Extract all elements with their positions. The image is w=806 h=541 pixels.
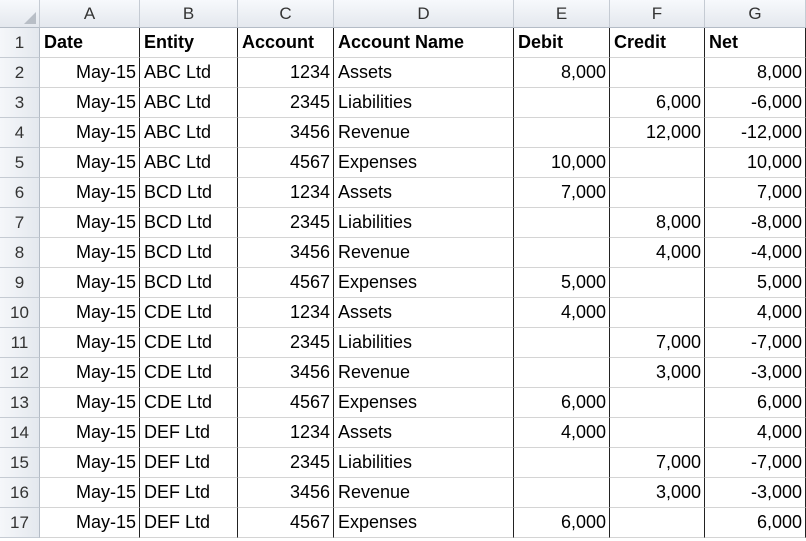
column-header-b[interactable]: B [140,0,238,28]
select-all-corner[interactable] [0,0,40,28]
cell-account-name[interactable]: Expenses [334,388,514,418]
cell-date[interactable]: May-15 [40,328,140,358]
row-header[interactable]: 2 [0,58,40,88]
table-row [0,478,806,508]
cell-entity[interactable]: DEF Ltd [140,478,238,508]
cell-entity[interactable]: ABC Ltd [140,148,238,178]
table-row [0,238,806,268]
cell-date[interactable]: May-15 [40,238,140,268]
cell-account-name[interactable]: Assets [334,178,514,208]
cell-date[interactable]: May-15 [40,268,140,298]
cell-entity[interactable]: ABC Ltd [140,88,238,118]
cell-account[interactable]: 4567 [238,508,334,538]
cell-net[interactable]: -3,000 [705,478,806,508]
row-header[interactable]: 13 [0,388,40,418]
cell-net[interactable]: -7,000 [705,448,806,478]
cell-credit[interactable] [610,388,705,418]
header-cell-account[interactable]: Account [238,28,334,58]
table-row [0,28,806,58]
cell-credit[interactable]: 6,000 [610,88,705,118]
cell-credit[interactable] [610,298,705,328]
row-header[interactable]: 8 [0,238,40,268]
cell-entity[interactable]: CDE Ltd [140,358,238,388]
cell-date[interactable]: May-15 [40,448,140,478]
row-header[interactable]: 17 [0,508,40,538]
row-header[interactable]: 16 [0,478,40,508]
cell-debit[interactable]: 8,000 [514,58,610,88]
cell-net[interactable]: -8,000 [705,208,806,238]
cell-credit[interactable] [610,148,705,178]
column-header-d[interactable]: D [334,0,514,28]
table-row [0,448,806,478]
cell-account-name[interactable]: Expenses [334,148,514,178]
cell-net[interactable]: -3,000 [705,358,806,388]
cell-date[interactable]: May-15 [40,478,140,508]
row-header[interactable]: 12 [0,358,40,388]
cell-account[interactable]: 1234 [238,418,334,448]
column-header-e[interactable]: E [514,0,610,28]
cell-date[interactable]: May-15 [40,88,140,118]
cell-net[interactable]: 10,000 [705,148,806,178]
row-header[interactable]: 4 [0,118,40,148]
cell-debit[interactable] [514,448,610,478]
select-all-triangle-icon [24,12,36,24]
row-header[interactable]: 15 [0,448,40,478]
cell-debit[interactable] [514,238,610,268]
cell-date[interactable]: May-15 [40,118,140,148]
cell-credit[interactable]: 7,000 [610,448,705,478]
cell-account[interactable]: 4567 [238,268,334,298]
cell-credit[interactable] [610,418,705,448]
row-header[interactable]: 5 [0,148,40,178]
cell-entity[interactable]: ABC Ltd [140,58,238,88]
cell-net[interactable]: -6,000 [705,88,806,118]
cell-net[interactable]: 7,000 [705,178,806,208]
cell-account[interactable]: 4567 [238,388,334,418]
cell-account[interactable]: 2345 [238,208,334,238]
header-cell-credit[interactable]: Credit [610,28,705,58]
cell-date[interactable]: May-15 [40,418,140,448]
cell-credit[interactable]: 4,000 [610,238,705,268]
cell-debit[interactable] [514,118,610,148]
cell-debit[interactable]: 6,000 [514,388,610,418]
cell-account-name[interactable]: Assets [334,298,514,328]
cell-account-name[interactable]: Expenses [334,508,514,538]
cell-entity[interactable]: BCD Ltd [140,268,238,298]
column-header-f[interactable]: F [610,0,705,28]
cell-account-name[interactable]: Liabilities [334,88,514,118]
cell-account[interactable]: 4567 [238,148,334,178]
column-header-g[interactable]: G [705,0,806,28]
cell-entity[interactable]: CDE Ltd [140,388,238,418]
cell-account-name[interactable]: Assets [334,418,514,448]
cell-account-name[interactable]: Revenue [334,478,514,508]
cell-account[interactable]: 3456 [238,478,334,508]
cell-date[interactable]: May-15 [40,388,140,418]
row-header[interactable]: 9 [0,268,40,298]
cell-account-name[interactable]: Revenue [334,358,514,388]
cell-entity[interactable]: CDE Ltd [140,298,238,328]
column-header-row [0,0,806,28]
table-row [0,508,806,538]
cell-account[interactable]: 1234 [238,58,334,88]
cell-net[interactable]: 5,000 [705,268,806,298]
cell-account[interactable]: 1234 [238,298,334,328]
cell-credit[interactable] [610,268,705,298]
cell-credit[interactable]: 3,000 [610,358,705,388]
cell-credit[interactable] [610,178,705,208]
cell-net[interactable]: -7,000 [705,328,806,358]
table-row [0,148,806,178]
cell-date[interactable]: May-15 [40,208,140,238]
cell-debit[interactable] [514,88,610,118]
cell-net[interactable]: 6,000 [705,508,806,538]
cell-debit[interactable]: 6,000 [514,508,610,538]
cell-entity[interactable]: DEF Ltd [140,418,238,448]
table-row [0,118,806,148]
row-header[interactable]: 6 [0,178,40,208]
cell-date[interactable]: May-15 [40,178,140,208]
cell-debit[interactable]: 10,000 [514,148,610,178]
table-row [0,388,806,418]
cell-entity[interactable]: DEF Ltd [140,448,238,478]
cell-account-name[interactable]: Liabilities [334,448,514,478]
cell-net[interactable]: -12,000 [705,118,806,148]
cell-entity[interactable]: BCD Ltd [140,208,238,238]
cell-account[interactable]: 3456 [238,358,334,388]
table-row [0,268,806,298]
cell-date[interactable]: May-15 [40,148,140,178]
cell-net[interactable]: -4,000 [705,238,806,268]
cell-entity[interactable]: BCD Ltd [140,238,238,268]
cell-debit[interactable] [514,208,610,238]
cell-entity[interactable]: CDE Ltd [140,328,238,358]
cell-account-name[interactable]: Assets [334,58,514,88]
cell-net[interactable]: 6,000 [705,388,806,418]
cell-date[interactable]: May-15 [40,298,140,328]
cell-date[interactable]: May-15 [40,508,140,538]
cell-account-name[interactable]: Revenue [334,238,514,268]
row-header[interactable]: 7 [0,208,40,238]
cell-debit[interactable]: 4,000 [514,418,610,448]
row-header[interactable]: 3 [0,88,40,118]
row-header[interactable]: 14 [0,418,40,448]
cell-account[interactable]: 3456 [238,238,334,268]
cell-account[interactable]: 2345 [238,88,334,118]
cell-debit[interactable]: 7,000 [514,178,610,208]
table-row [0,418,806,448]
cell-debit[interactable]: 4,000 [514,298,610,328]
cell-entity[interactable]: BCD Ltd [140,178,238,208]
cell-entity[interactable]: DEF Ltd [140,508,238,538]
cell-credit[interactable]: 12,000 [610,118,705,148]
cell-account-name[interactable]: Expenses [334,268,514,298]
cell-date[interactable]: May-15 [40,358,140,388]
cell-credit[interactable]: 3,000 [610,478,705,508]
cell-account[interactable]: 2345 [238,328,334,358]
column-header-a[interactable]: A [40,0,140,28]
header-cell-account-name[interactable]: Account Name [334,28,514,58]
table-row [0,358,806,388]
table-row [0,88,806,118]
table-row [0,298,806,328]
header-cell-date[interactable]: Date [40,28,140,58]
row-header[interactable]: 1 [0,28,40,58]
cell-entity[interactable]: ABC Ltd [140,118,238,148]
cell-date[interactable]: May-15 [40,58,140,88]
table-row [0,208,806,238]
cell-credit[interactable]: 8,000 [610,208,705,238]
row-header[interactable]: 11 [0,328,40,358]
row-header[interactable]: 10 [0,298,40,328]
cell-account-name[interactable]: Liabilities [334,328,514,358]
cell-account-name[interactable]: Revenue [334,118,514,148]
cell-net[interactable]: 8,000 [705,58,806,88]
cell-account[interactable]: 3456 [238,118,334,148]
cell-account[interactable]: 2345 [238,448,334,478]
cell-credit[interactable] [610,508,705,538]
cell-account[interactable]: 1234 [238,178,334,208]
cell-credit[interactable]: 7,000 [610,328,705,358]
cell-debit[interactable] [514,358,610,388]
table-row [0,58,806,88]
cell-debit[interactable]: 5,000 [514,268,610,298]
cell-debit[interactable] [514,478,610,508]
header-cell-debit[interactable]: Debit [514,28,610,58]
header-cell-entity[interactable]: Entity [140,28,238,58]
table-row [0,178,806,208]
cell-net[interactable]: 4,000 [705,418,806,448]
cell-debit[interactable] [514,328,610,358]
cell-credit[interactable] [610,58,705,88]
cell-net[interactable]: 4,000 [705,298,806,328]
cell-account-name[interactable]: Liabilities [334,208,514,238]
table-row [0,328,806,358]
header-cell-net[interactable]: Net [705,28,806,58]
column-header-c[interactable]: C [238,0,334,28]
